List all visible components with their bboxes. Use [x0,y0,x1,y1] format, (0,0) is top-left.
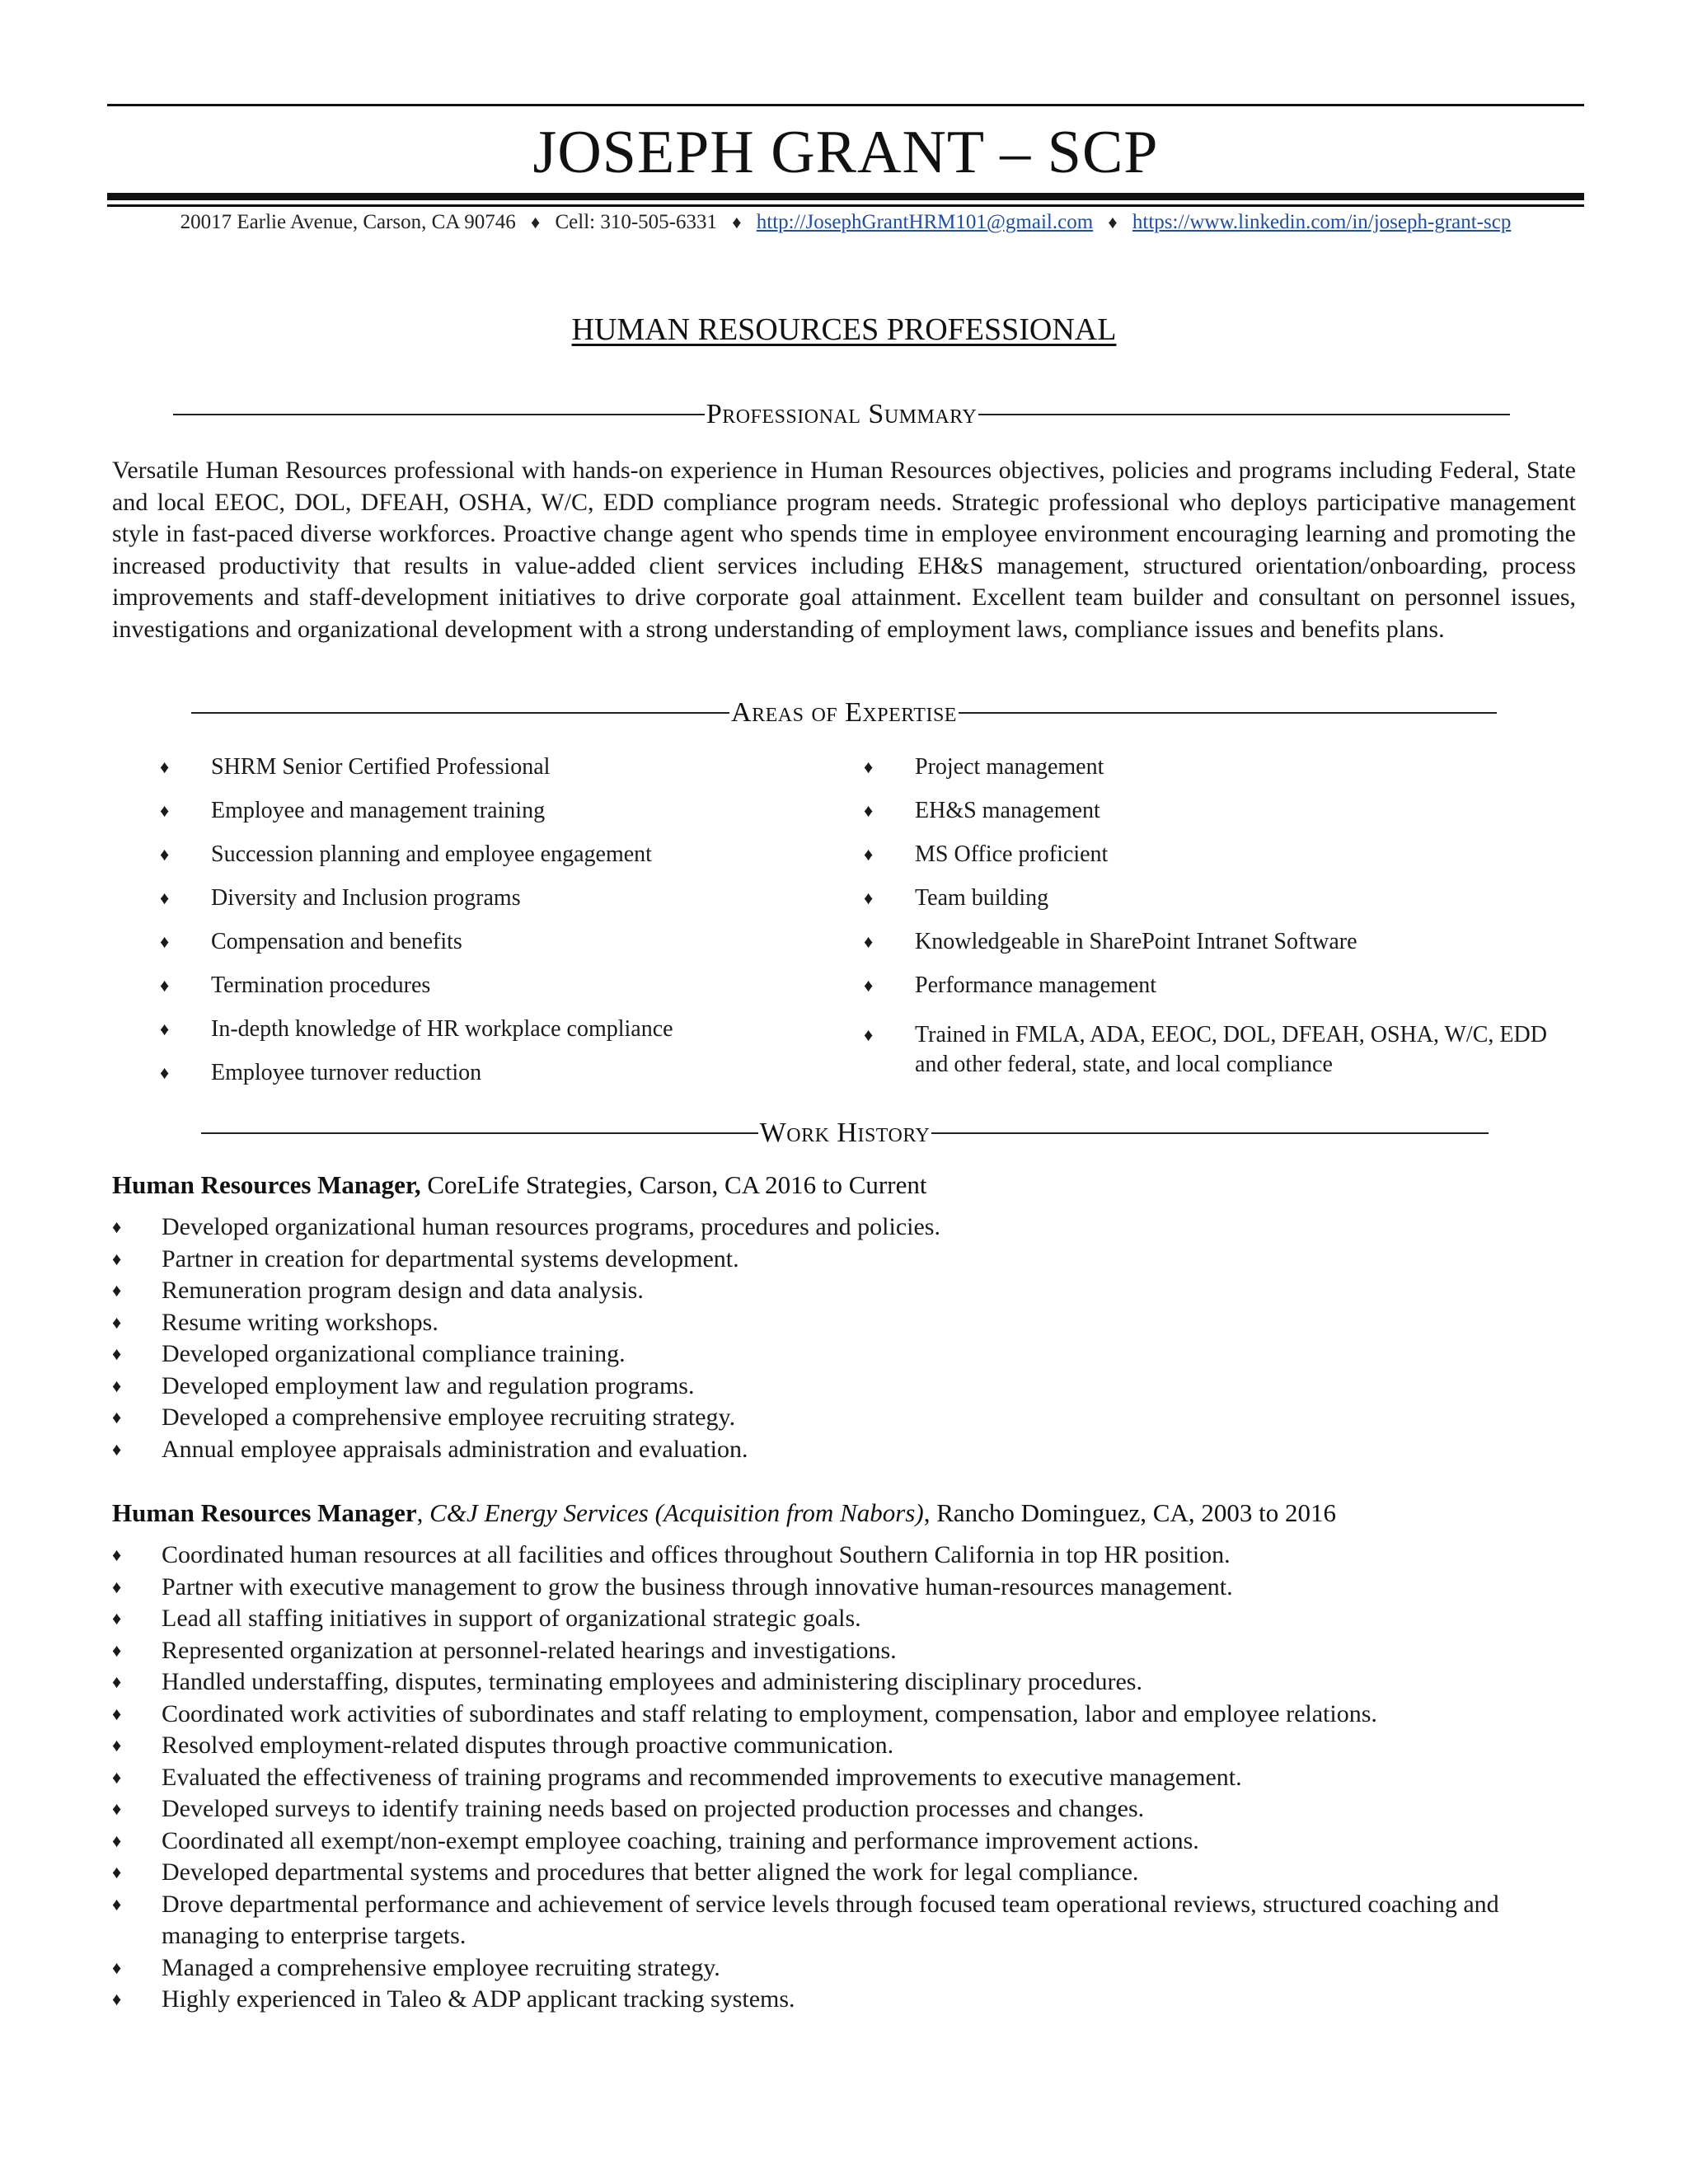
diamond-icon: ♦ [112,1703,122,1724]
section-heading-work [201,1118,1489,1149]
expertise-item: ♦ Team building [864,883,1564,926]
diamond-icon: ♦ [864,931,874,952]
list-item: ♦ Handled understaffing, disputes, terminating employees and administering disciplinary procedures. [112,1666,1587,1699]
heading-rule [959,712,1497,714]
candidate-name: JOSEPH GRANT – SCP [532,119,1159,186]
diamond-icon: ♦ [112,1576,122,1597]
diamond-icon: ♦ [112,1407,122,1427]
diamond-icon: ♦ [112,1798,122,1819]
diamond-icon: ♦ [160,844,170,865]
diamond-icon: ♦ [864,800,874,821]
list-item: ♦ Represented organization at personnel-related hearings and investigations. [112,1635,1587,1667]
list-item: ♦ Developed departmental systems and procedures that better aligned the work for legal compliance. [112,1857,1587,1889]
list-item: ♦ Partner with executive management to grow the business through innovative human-resources management. [112,1572,1587,1604]
diamond-icon: ♦ [864,975,874,996]
diamond-icon: ♦ [112,1989,122,2009]
diamond-icon: ♦ [732,212,742,232]
diamond-icon: ♦ [112,1639,122,1661]
job-title-line [112,1170,1587,1200]
diamond-icon: ♦ [112,1280,122,1301]
list-item: ♦ Lead all staffing initiatives in support of organizational strategic goals. [112,1603,1587,1635]
expertise-item: ♦ Employee and management training [160,795,819,839]
job-bullets [112,1540,1587,2016]
summary-paragraph: Versatile Human Resources professional with hands-on experience in Human Resources objectives, policies and programs including Federal, State and local EEOC, DOL, DFEAH, OSHA, W/C, EDD compliance program needs. Strategic professional who deploys participative management style in fast-paced diverse workforces. Proactive change agent who spends time in employee environment encouraging learning and promoting the increased productivity that results in value-added client services including EH&S management, structured orientation/onboarding, process improvements and staff-development initiatives to drive corporate goal attainment. Excellent team builder and consultant on personnel issues, investigations and organizational development with a strong understanding of employment laws, compliance issues and benefits plans. [112,457,1576,643]
expertise-item: ♦ SHRM Senior Certified Professional [160,752,819,795]
list-item: ♦ Drove departmental performance and achievement of service levels through focused team operational reviews, structured coaching and managing to enterprise targets. [112,1890,1499,1949]
diamond-icon: ♦ [112,1248,122,1269]
heading-rule [191,712,729,714]
heading-rule [931,1132,1489,1134]
diamond-icon: ♦ [112,1671,122,1692]
diamond-icon: ♦ [112,1311,122,1333]
list-item: ♦ Developed surveys to identify training needs based on projected production processes and changes. [112,1793,1587,1825]
diamond-icon: ♦ [112,1735,122,1755]
expertise-item: ♦ Trained in FMLA, ADA, EEOC, DOL, DFEAH, OSHA, W/C, EDD and other federal, state, and local compliance [864,1022,1547,1077]
header-rule-thick [107,193,1584,200]
list-item: ♦ Developed a comprehensive employee recruiting strategy. [112,1402,1587,1434]
expertise-column-right [864,752,1564,1080]
diamond-icon: ♦ [112,1343,122,1364]
section-title: Professional Summary [706,399,978,429]
expertise-item: ♦ Termination procedures [160,970,819,1014]
top-rule [107,104,1584,106]
title-comma: , [416,1498,430,1527]
linkedin-link[interactable]: https://www.linkedin.com/in/joseph-grant-scp [1132,211,1512,233]
section-heading-summary [173,399,1510,430]
expertise-item: ♦ Compensation and benefits [160,926,819,970]
diamond-icon: ♦ [160,1062,170,1083]
section-title: Work History [759,1118,931,1148]
cell-phone: Cell: 310-505-6331 [555,211,718,233]
email-link[interactable]: http://JosephGrantHRM101@gmail.com [756,211,1094,233]
diamond-icon: ♦ [112,1438,122,1460]
address: 20017 Earlie Avenue, Carson, CA 90746 [180,211,516,233]
header-rule-thin [107,204,1584,207]
list-item: ♦ Developed employment law and regulation programs. [112,1371,1587,1403]
job-title: Human Resources Manager, [112,1170,421,1199]
expertise-column-left [160,752,819,1101]
heading-rule [978,414,1510,415]
diamond-icon: ♦ [112,1830,122,1851]
diamond-icon: ♦ [160,931,170,952]
diamond-icon: ♦ [112,1957,122,1978]
list-item: ♦ Developed organizational human resources programs, procedures and policies. [112,1212,1587,1244]
diamond-icon: ♦ [1108,212,1118,232]
contact-line [107,211,1584,234]
expertise-item: ♦ Knowledgeable in SharePoint Intranet Software [864,926,1564,970]
list-item: ♦ Annual employee appraisals administration and evaluation. [112,1434,1587,1466]
expertise-item: ♦ MS Office proficient [864,839,1564,883]
job-company: C&J Energy Services (Acquisition from Nabors) [429,1498,924,1527]
list-item: ♦ Highly experienced in Taleo & ADP applicant tracking systems. [112,1984,1587,2016]
diamond-icon: ♦ [864,1024,874,1045]
job-company: CoreLife Strategies, Carson, CA 2016 to Current [427,1170,927,1199]
job-entry [112,1170,1587,1465]
list-item: ♦ Partner in creation for departmental systems development. [112,1244,1587,1276]
diamond-icon: ♦ [112,1375,122,1396]
expertise-item: ♦ Diversity and Inclusion programs [160,883,819,926]
list-item: ♦ Resume writing workshops. [112,1307,1587,1339]
heading-rule [201,1132,758,1134]
expertise-item: ♦ Employee turnover reduction [160,1057,819,1101]
diamond-icon: ♦ [160,800,170,821]
diamond-icon: ♦ [160,975,170,996]
diamond-icon: ♦ [112,1544,122,1565]
list-item: ♦ Developed organizational compliance training. [112,1338,1587,1371]
expertise-item: ♦ Performance management [864,970,1564,1014]
job-entry [112,1498,1587,2016]
section-title: Areas of Expertise [731,697,957,728]
headline: HUMAN RESOURCES PROFESSIONAL [571,312,1117,347]
diamond-icon: ♦ [112,1766,122,1788]
diamond-icon: ♦ [112,1893,122,1915]
diamond-icon: ♦ [160,757,170,777]
list-item: ♦ Evaluated the effectiveness of training programs and recommended improvements to executive management. [112,1762,1587,1794]
list-item: ♦ Coordinated all exempt/non-exempt employee coaching, training and performance improvement actions. [112,1825,1587,1858]
list-item: ♦ Remuneration program design and data analysis. [112,1275,1587,1307]
list-item: ♦ Coordinated human resources at all facilities and offices throughout Southern California in top HR position. [112,1540,1587,1572]
diamond-icon: ♦ [531,212,541,232]
job-title: Human Resources Manager [112,1498,417,1527]
heading-rule [173,414,705,415]
job-location: , Rancho Dominguez, CA, 2003 to 2016 [923,1498,1336,1527]
expertise-item: ♦ Succession planning and employee engagement [160,839,819,883]
diamond-icon: ♦ [864,757,874,777]
job-bullets [112,1212,1587,1465]
expertise-item: ♦ Project management [864,752,1564,795]
list-item: ♦ Resolved employment-related disputes through proactive communication. [112,1730,1587,1762]
diamond-icon: ♦ [160,888,170,908]
diamond-icon: ♦ [112,1216,122,1237]
list-item: ♦ Managed a comprehensive employee recruiting strategy. [112,1952,1587,1985]
list-item: ♦ Coordinated work activities of subordinates and staff relating to employment, compensation, labor and employee relations. [112,1699,1587,1731]
expertise-item: ♦ EH&S management [864,795,1564,839]
diamond-icon: ♦ [864,888,874,908]
expertise-item: ♦ In-depth knowledge of HR workplace compliance [160,1014,819,1057]
section-heading-expertise [191,697,1497,729]
diamond-icon: ♦ [112,1608,122,1629]
diamond-icon: ♦ [160,1019,170,1039]
job-title-line [112,1498,1587,1528]
diamond-icon: ♦ [864,844,874,865]
diamond-icon: ♦ [112,1862,122,1882]
